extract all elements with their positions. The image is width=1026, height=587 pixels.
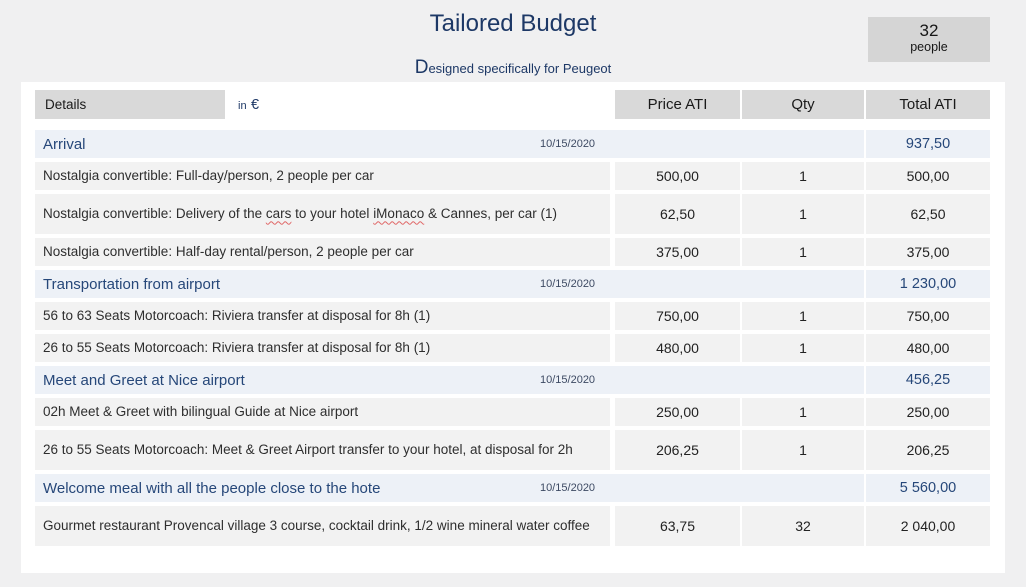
item-description: Nostalgia convertible: Half-day rental/person, 2 people per car — [35, 238, 610, 266]
item-qty: 1 — [742, 194, 864, 234]
item-total-ati: 375,00 — [866, 238, 990, 266]
misspelled-word: cars — [265, 205, 292, 221]
people-count: 32 — [919, 21, 939, 40]
section-cell — [35, 474, 864, 502]
section-date: 10/15/2020 — [540, 138, 596, 150]
item-description: Gourmet restaurant Provencal village 3 course, cocktail drink, 1/2 wine mineral water coffee — [35, 506, 610, 546]
currency-note — [238, 96, 259, 114]
item-total-ati: 480,00 — [866, 334, 990, 362]
people-count-box — [868, 17, 990, 62]
item-qty: 1 — [742, 398, 864, 426]
item-total-ati: 500,00 — [866, 162, 990, 190]
item-qty: 1 — [742, 162, 864, 190]
budget-table — [21, 82, 1005, 573]
item-description: 26 to 55 Seats Motorcoach: Meet & Greet Airport transfer to your hotel, at disposal for 2h — [35, 430, 610, 470]
section-title: Welcome meal with all the people close to the hote — [43, 479, 381, 497]
item-price-ati: 750,00 — [615, 302, 740, 330]
item-description: Nostalgia convertible: Full-day/person, 2 people per car — [35, 162, 610, 190]
table-row — [35, 238, 990, 266]
table-rows — [35, 130, 990, 546]
table-row — [35, 194, 990, 234]
table-header-row — [35, 90, 990, 119]
section-date: 10/15/2020 — [540, 482, 596, 494]
table-row — [35, 162, 990, 190]
column-header-details: Details — [35, 90, 225, 119]
section-title: Transportation from airport — [43, 275, 221, 293]
people-label: people — [910, 40, 948, 54]
table-row — [35, 398, 990, 426]
column-header-price-ati: Price ATI — [615, 90, 740, 119]
section-total: 1 230,00 — [866, 270, 990, 298]
item-description: Nostalgia convertible: Delivery of the cars to your hotel iMonaco & Cannes, per car (1) — [35, 194, 610, 234]
item-description: 26 to 55 Seats Motorcoach: Riviera transfer at disposal for 8h (1) — [35, 334, 610, 362]
section-total: 5 560,00 — [866, 474, 990, 502]
euro-symbol: € — [251, 97, 260, 113]
item-price-ati: 375,00 — [615, 238, 740, 266]
item-total-ati: 250,00 — [866, 398, 990, 426]
subtitle-dropcap: D — [414, 57, 429, 78]
item-qty: 1 — [742, 430, 864, 470]
section-row — [35, 270, 990, 298]
page-title: Tailored Budget — [429, 10, 597, 37]
table-row — [35, 506, 990, 546]
item-description: 02h Meet & Greet with bilingual Guide at Nice airport — [35, 398, 610, 426]
column-header-total-ati: Total ATI — [866, 90, 990, 119]
item-price-ati: 250,00 — [615, 398, 740, 426]
section-row — [35, 130, 990, 158]
item-qty: 1 — [742, 302, 864, 330]
section-total: 937,50 — [866, 130, 990, 158]
misspelled-word: iMonaco — [373, 205, 425, 221]
table-row — [35, 430, 990, 470]
section-title: Meet and Greet at Nice airport — [43, 371, 245, 389]
item-price-ati: 480,00 — [615, 334, 740, 362]
section-row — [35, 366, 990, 394]
subtitle-text: esigned specifically for Peugeot — [428, 61, 612, 76]
column-header-qty: Qty — [742, 90, 864, 119]
item-qty: 32 — [742, 506, 864, 546]
item-price-ati: 62,50 — [615, 194, 740, 234]
item-total-ati: 750,00 — [866, 302, 990, 330]
item-qty: 1 — [742, 238, 864, 266]
table-row — [35, 302, 990, 330]
section-total: 456,25 — [866, 366, 990, 394]
section-row — [35, 474, 990, 502]
currency-prefix: in — [238, 100, 247, 112]
item-price-ati: 206,25 — [615, 430, 740, 470]
item-qty: 1 — [742, 334, 864, 362]
section-cell — [35, 366, 864, 394]
section-title: Arrival — [43, 135, 86, 153]
section-cell — [35, 130, 864, 158]
section-cell — [35, 270, 864, 298]
table-row — [35, 334, 990, 362]
item-price-ati: 63,75 — [615, 506, 740, 546]
item-total-ati: 62,50 — [866, 194, 990, 234]
item-price-ati: 500,00 — [615, 162, 740, 190]
section-date: 10/15/2020 — [540, 374, 596, 386]
item-description: 56 to 63 Seats Motorcoach: Riviera transfer at disposal for 8h (1) — [35, 302, 610, 330]
item-total-ati: 206,25 — [866, 430, 990, 470]
item-total-ati: 2 040,00 — [866, 506, 990, 546]
section-date: 10/15/2020 — [540, 278, 596, 290]
